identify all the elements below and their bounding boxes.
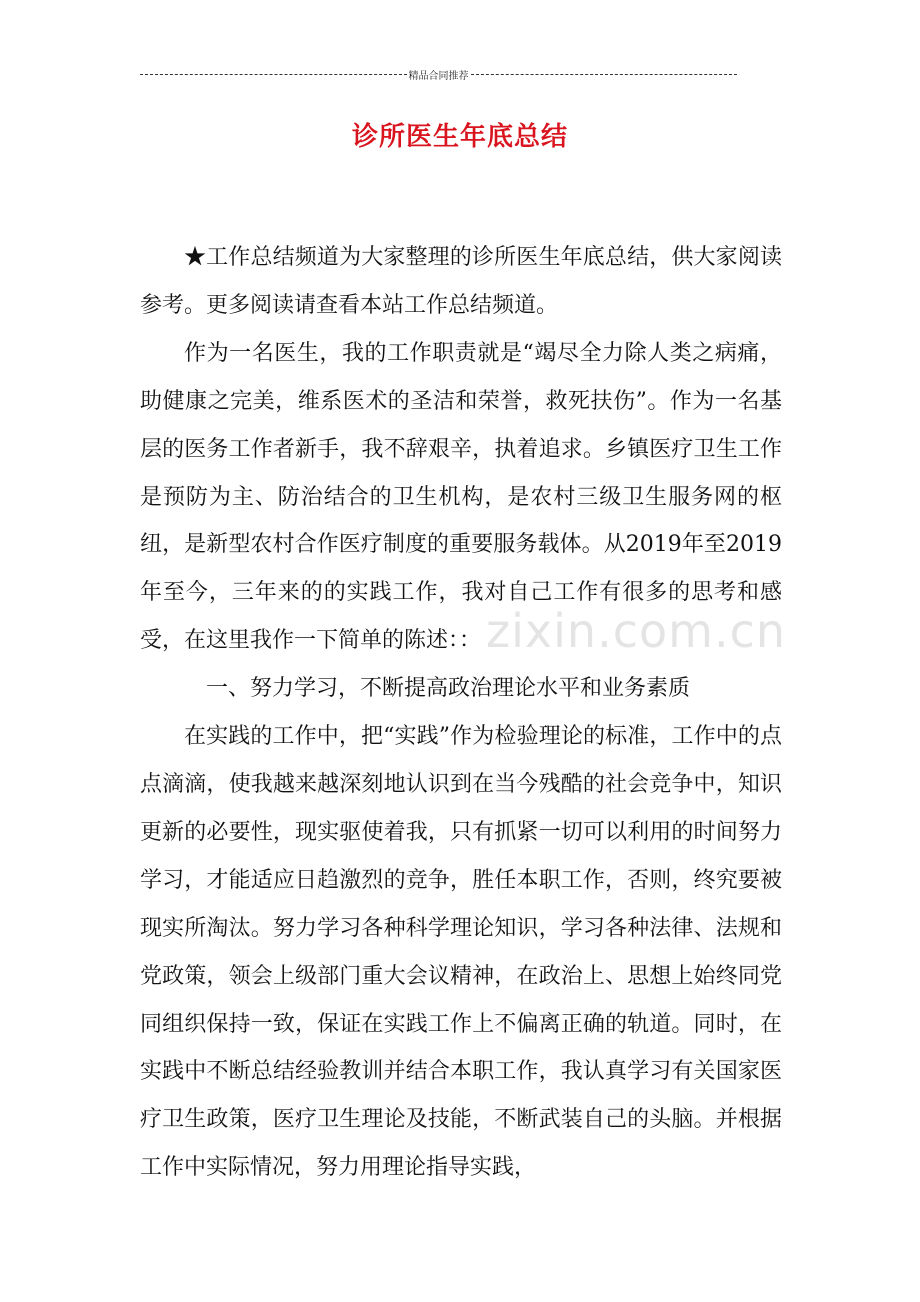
paragraph-study: 在实践的工作中，把“实践”作为检验理论的标准，工作中的点点滴滴，使我越来越深刻地认识到在当今残酷的社会竞争中，知识更新的必要性，现实驱使着我，只有抓紧一切可以利用的时间努力学习，才能适应日趋激烈的竞争，胜任本职工作，否则，终究要被现实所淘汰。努力学习各种科学理论知识，学习各种法律、法规和党政策，领会上级部门重大会议精神，在政治上、思想上始终同党同组织保持一致，保证在实践工作上不偏离正确的轨道。同时，在实践中不断总结经验教训并结合本职工作，我认真学习有关国家医疗卫生政策，医疗卫生理论及技能，不断武装自己的头脑。并根据工作中实际情况，努力用理论指导实践， <box>140 724 782 1181</box>
paragraph-duties: 作为一名医生，我的工作职责就是“竭尽全力除人类之病痛，助健康之完美，维系医术的圣洁和荣誉，救死扶伤”。作为一名基层的医务工作者新手，我不辞艰辛，执着追求。乡镇医疗卫生工作是预防为主、防治结合的卫生机构，是农村三级卫生服务网的枢纽，是新型农村合作医疗制度的重要服务载体。从2019年至2019年至今，三年来的的实践工作，我对自己工作有很多的思考和感受，在这里我作一下简单的陈述：： <box>140 340 782 654</box>
header-label: 精品合同推荐 <box>408 70 469 82</box>
header-dash-right <box>471 74 738 75</box>
watermark: zixin.com.cn <box>486 604 787 658</box>
document-title: 诊所医生年底总结 <box>351 122 568 152</box>
page-header <box>140 66 737 82</box>
paragraph-intro: ★工作总结频道为大家整理的诊所医生年底总结，供大家阅读参考。更多阅读请查看本站工作总结频道。 <box>140 245 782 318</box>
header-dash-left <box>140 74 407 75</box>
document-body <box>140 234 782 1192</box>
section-heading: 一、努力学习，不断提高政治理论水平和业务素质 <box>206 676 691 702</box>
